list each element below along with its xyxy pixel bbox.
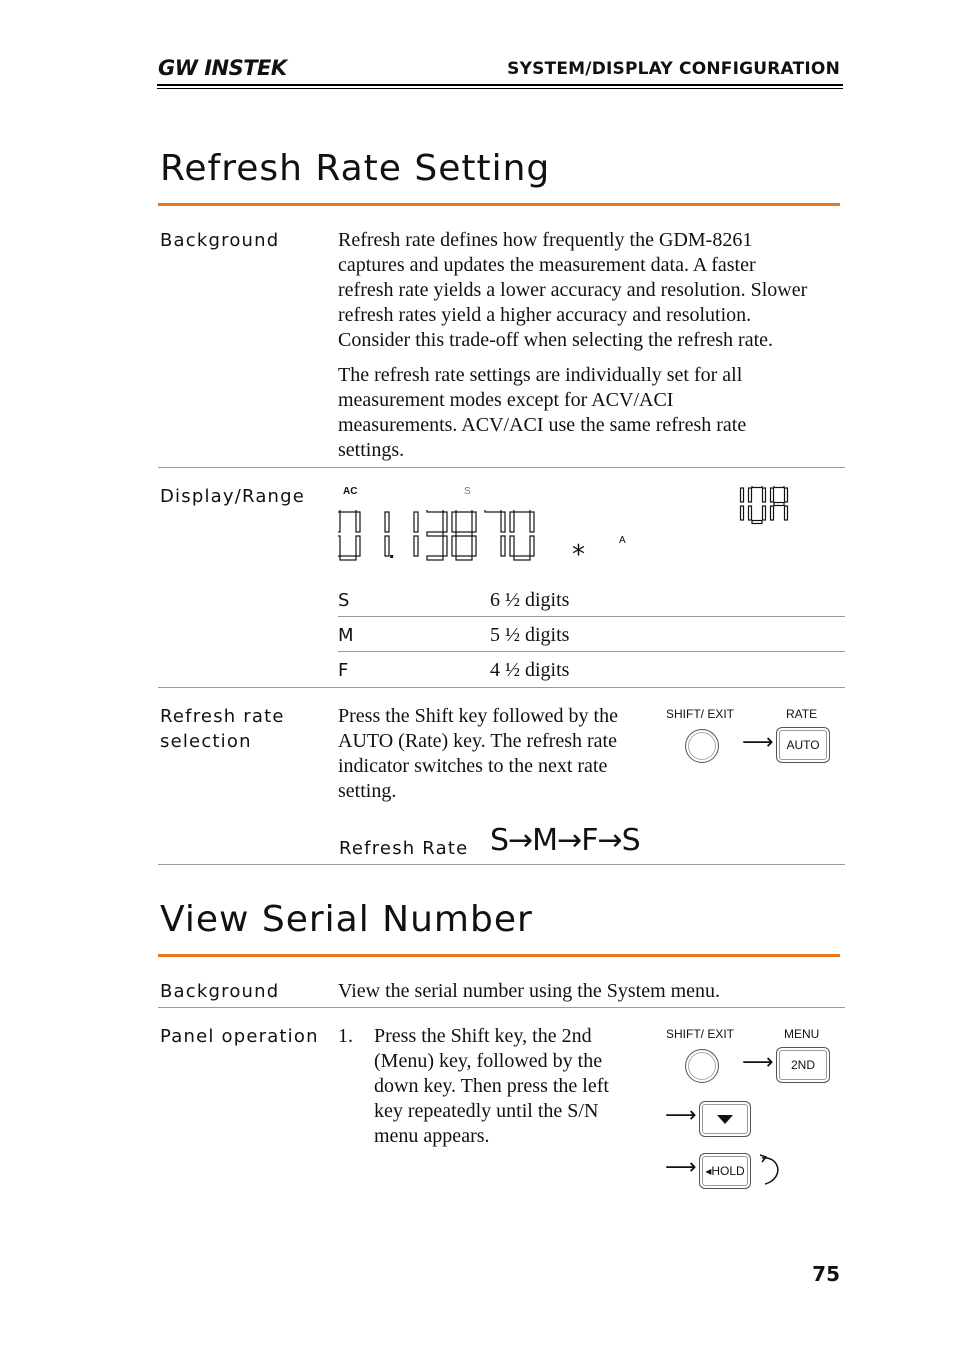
refresh-rate-sequence: S→M→F→S: [490, 823, 640, 858]
running-head: SYSTEM/DISPLAY CONFIGURATION: [507, 59, 840, 79]
refresh-rate-selection-label: [160, 704, 285, 754]
text-line: AUTO (Rate) key. The refresh rate: [338, 730, 617, 752]
shift-key-label: SHIFT/ EXIT: [666, 1027, 735, 1041]
text-line: Consider this trade-off when selecting the refresh rate.: [338, 329, 774, 351]
lcd-digit: [771, 486, 788, 520]
text-line: measurements. ACV/ACI use the same refresh rate: [338, 414, 747, 436]
text-line: settings.: [338, 439, 405, 461]
row-divider: [158, 467, 845, 468]
table-row: [338, 588, 845, 623]
rate-digits: 4 ½ digits: [490, 659, 570, 681]
digits-table: [338, 588, 845, 693]
section-rule: [158, 203, 840, 206]
lcd-digit: [338, 510, 360, 560]
repeat-arrow-icon: [756, 1152, 784, 1188]
lcd-digit: [485, 510, 505, 556]
arrow-right-icon: ⟶: [665, 1103, 697, 1128]
lcd-display: [338, 480, 838, 580]
header-rule-thin: [157, 88, 843, 89]
step-instructions: [374, 1024, 609, 1149]
text-line: measurement modes except for ACV/ACI: [338, 389, 674, 411]
text-line: refresh rates yield a higher accuracy and resolution.: [338, 304, 752, 326]
2nd-key[interactable]: 2ND: [776, 1047, 830, 1083]
text-line: indicator switches to the next rate: [338, 755, 608, 777]
rate-digits: 6 ½ digits: [490, 589, 570, 611]
arrow-right-icon: ⟶: [742, 730, 774, 755]
text-line: Press the Shift key, the 2nd: [374, 1025, 592, 1047]
lcd-digit: [414, 512, 418, 556]
header-rule: [157, 84, 843, 86]
lcd-s-indicator: S: [464, 486, 471, 497]
shift-key-label: SHIFT/ EXIT: [666, 707, 735, 721]
serial-background-label: Background: [160, 981, 280, 1002]
arrow-right-icon: ⟶: [665, 1155, 697, 1180]
rate-key-label: RATE: [786, 707, 818, 721]
label-line: selection: [160, 731, 252, 752]
serial-background-text: View the serial number using the System menu.: [338, 980, 721, 1002]
brand-logo: GW INSTEK: [158, 56, 287, 80]
lcd-unit-indicator: A: [619, 535, 626, 546]
down-key[interactable]: [699, 1101, 751, 1137]
text-line: Refresh rate defines how frequently the GDM-8261: [338, 229, 753, 251]
text-line: menu appears.: [374, 1125, 490, 1147]
shift-key[interactable]: [685, 729, 719, 763]
background-paragraph-2: [338, 363, 746, 463]
lcd-main-reading: [338, 510, 578, 570]
lcd-digit: [741, 488, 744, 520]
section-rule: [158, 954, 840, 957]
label-line: Refresh rate: [160, 706, 285, 727]
lcd-digit: [452, 510, 476, 560]
row-divider: [338, 616, 845, 617]
lcd-digit: [510, 510, 534, 560]
triangle-down-icon: [717, 1115, 733, 1124]
text-line: The refresh rate settings are individually set for all: [338, 364, 743, 386]
lcd-star-indicator: *: [572, 540, 585, 570]
rate-code: F: [338, 660, 349, 681]
rate-code: S: [338, 590, 350, 611]
selection-instructions: [338, 704, 618, 804]
page-number: 75: [812, 1262, 840, 1286]
section-title-refresh-rate: Refresh Rate Setting: [160, 148, 551, 189]
lcd-range-reading: [728, 486, 798, 526]
row-divider: [158, 864, 845, 865]
arrow-right-icon: ⟶: [742, 1050, 774, 1075]
rate-digits: 5 ½ digits: [490, 624, 570, 646]
step-number: 1.: [338, 1025, 353, 1047]
text-line: Press the Shift key followed by the: [338, 705, 618, 727]
row-divider: [158, 687, 845, 688]
text-line: key repeatedly until the S/N: [374, 1100, 599, 1122]
text-line: down key. Then press the left: [374, 1075, 609, 1097]
lcd-digit: [385, 512, 393, 558]
row-divider: [338, 651, 845, 652]
text-line: refresh rate yields a lower accuracy and resolution. Slower: [338, 279, 808, 301]
shift-key[interactable]: [685, 1049, 719, 1083]
row-divider: [158, 1007, 845, 1008]
lcd-ac-indicator: AC: [343, 486, 358, 497]
background-paragraph-1: [338, 228, 807, 353]
table-row: [338, 623, 845, 658]
lcd-digit: [427, 510, 447, 560]
rate-code: M: [338, 625, 354, 646]
text-line: (Menu) key, followed by the: [374, 1050, 603, 1072]
text-line: captures and updates the measurement data. A faster: [338, 254, 756, 276]
hold-left-key[interactable]: ◂HOLD: [699, 1153, 751, 1189]
menu-key-label: MENU: [784, 1027, 820, 1041]
section-title-view-serial-number: View Serial Number: [160, 899, 533, 940]
lcd-digit: [749, 486, 766, 524]
auto-key[interactable]: AUTO: [776, 727, 830, 763]
display-range-label: Display/Range: [160, 486, 306, 507]
text-line: setting.: [338, 780, 397, 802]
panel-operation-label: Panel operation: [160, 1026, 319, 1047]
refresh-rate-sequence-label: Refresh Rate: [339, 838, 469, 859]
background-label: Background: [160, 230, 280, 251]
